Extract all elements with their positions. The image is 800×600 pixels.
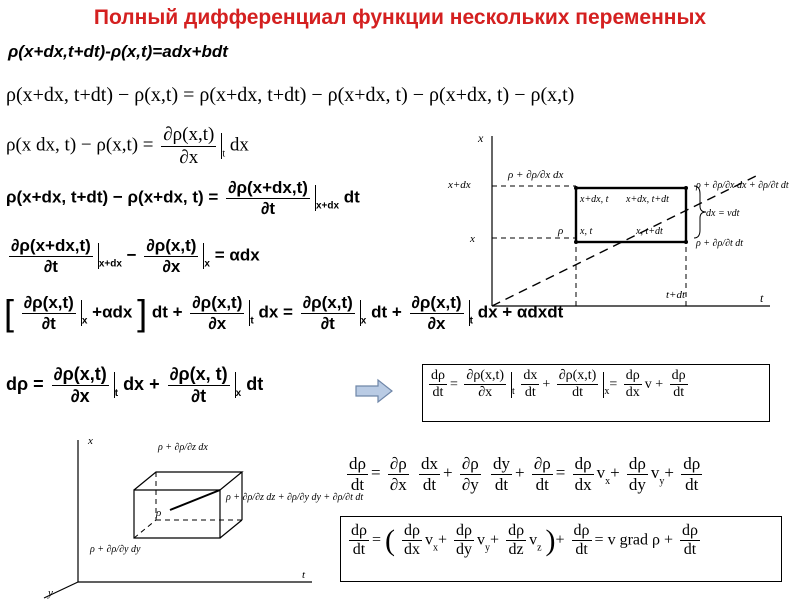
fraction: $\frac{\partial\rho(x,t)}{\partial t}$: [23, 292, 74, 333]
svg-text:t+dt: t+dt: [666, 289, 686, 301]
equation-1: ρ(x+dx, t+dt) − ρ(x,t) = ρ(x+dx, t+dt) − ρ(x+dx, t) − ρ(x+dx, t) − ρ(x,t): [6, 84, 575, 106]
xyz-diagram: [30, 434, 364, 600]
equation-7: $\frac{d\rho}{dt}$ = $\frac{\partial\rho}{\partial x}$ $\frac{dx}{dt}$ + $\frac{\partial\rho}{\partial y}$ $\frac{dy}{dt}$ + $\frac{\partial\rho}{dt}$ = $\frac{d\rho}{dx}$ $v_x+$ $\frac{d\rho}{dy}$ $v_y+$ $\frac{d\rho}{dt}$: [349, 454, 701, 494]
svg-text:ρ + ∂ρ/∂t dt: ρ + ∂ρ/∂t dt: [696, 238, 744, 249]
equation-3: ρ(x+dx, t+dt) − ρ(x+dx, t) = $\frac{\partial\rho(x+dx,t)}{\partial t}$ $_{x+dx}$ dt: [6, 178, 360, 218]
svg-text:x+dx, t: x+dx, t: [580, 194, 609, 205]
svg-text:ρ + ∂ρ/∂x dx: ρ + ∂ρ/∂x dx: [508, 169, 564, 181]
svg-text:t: t: [302, 569, 306, 581]
subtitle-equation: ρ(x+dx,t+dt)-ρ(x,t)=adx+bdt: [8, 42, 228, 61]
fraction: $\frac{\partial\rho(x,t)}{\partial x}$: [163, 124, 215, 168]
svg-text:x: x: [470, 233, 475, 245]
fraction: $\frac{\partial\rho(x+dx,t)}{\partial t}$: [11, 236, 91, 276]
slide-title: Полный дифференциал функции нескольких переменных: [93, 6, 707, 29]
fraction: $\frac{\partial\rho(x,t)}{\partial t}$: [302, 292, 353, 333]
svg-text:dx = vdt: dx = vdt: [706, 208, 740, 219]
right-arrow-icon: [354, 379, 394, 403]
fraction: $\frac{\partial\rho(x,t)}{\partial x}$: [192, 292, 243, 333]
svg-text:x+dx, t+dt: x+dx, t+dt: [626, 194, 669, 205]
equation-4: $\frac{\partial\rho(x+dx,t)}{\partial t}$ $_{x+dx}$ − $\frac{\partial\rho(x,t)}{\partial x}$ $_x$ = αdx: [11, 236, 260, 276]
svg-text:y: y: [48, 587, 53, 599]
svg-text:ρ + ∂ρ/∂x dx + ∂ρ/∂t dt: ρ + ∂ρ/∂x dx + ∂ρ/∂t dt: [696, 180, 789, 191]
svg-text:ρ: ρ: [156, 507, 162, 519]
fraction: $\frac{\partial\rho(x,t)}{\partial x}$: [53, 364, 107, 406]
cube-front: [134, 490, 220, 538]
axis-t-label: t: [760, 291, 764, 305]
svg-text:ρ + ∂ρ/∂z dx: ρ + ∂ρ/∂z dx: [158, 442, 208, 453]
svg-text:x, t: x, t: [580, 226, 593, 237]
fraction: $\frac{\partial\rho(x+dx,t)}{\partial t}$: [228, 178, 308, 218]
axis-x-label: x: [478, 131, 484, 145]
boxed-equation-1-content: $\frac{d\rho}{dt}$ = $\frac{\partial\rho(x,t)}{\partial x}$ $_t$ $\frac{dx}{dt}$ + $\frac{\partial\rho(x,t)}{dt}$ $_x$= $\frac{d\rho}{dx}$ v + $\frac{d\rho}{dt}$: [431, 368, 686, 401]
svg-text:x, t+dt: x, t+dt: [636, 226, 663, 237]
equation-5: [ $\frac{\partial\rho(x,t)}{\partial t}$ $_x$ +αdx ] dt + $\frac{\partial\rho(x,t)}{\partial x}$ $_t$ dx = $\frac{\partial\rho(x,t)}{\partial t}$ $_x$ dt + $\frac{\partial\rho(x,t)}{\partial x}$ $_t$ dx + αdxdt: [4, 292, 564, 333]
xt-diagram: [440, 126, 790, 316]
equation-6: dρ = $\frac{\partial\rho(x,t)}{\partial x}$ $_t$ dx + $\frac{\partial\rho(x, t)}{\partial t}$ $_x$ dt: [6, 364, 264, 406]
svg-text:x+dx: x+dx: [448, 179, 471, 191]
svg-text:ρ + ∂ρ/∂z dz + ∂ρ/∂y dy + ∂ρ/∂: ρ + ∂ρ/∂z dz + ∂ρ/∂y dy + ∂ρ/∂t dt: [226, 492, 364, 503]
svg-text:ρ + ∂ρ/∂y dy: ρ + ∂ρ/∂y dy: [90, 544, 141, 555]
svg-text:ρ: ρ: [558, 225, 564, 237]
fraction: $\frac{\partial\rho(x,t)}{\partial x}$: [146, 236, 197, 276]
equation-2: ρ(x dx, t) − ρ(x,t) = $\frac{\partial\rho(x,t)}{\partial x}$ $_t$ dx: [6, 124, 249, 168]
fraction: $\frac{\partial\rho(x,t)}{\partial x}$: [411, 292, 462, 333]
fraction: $\frac{\partial\rho(x, t)}{\partial t}$: [169, 364, 228, 406]
boxed-equation-2-content: $\frac{d\rho}{dt}$ = ( $\frac{d\rho}{dx}$ $v_x+$ $\frac{d\rho}{dy}$ $v_y+$ $\frac{d\rho}{dz}$ $v_z$ )+ $\frac{d\rho}{dt}$ = v grad ρ + $\frac{d\rho}{dt}$: [351, 522, 698, 559]
svg-text:x: x: [88, 435, 93, 447]
